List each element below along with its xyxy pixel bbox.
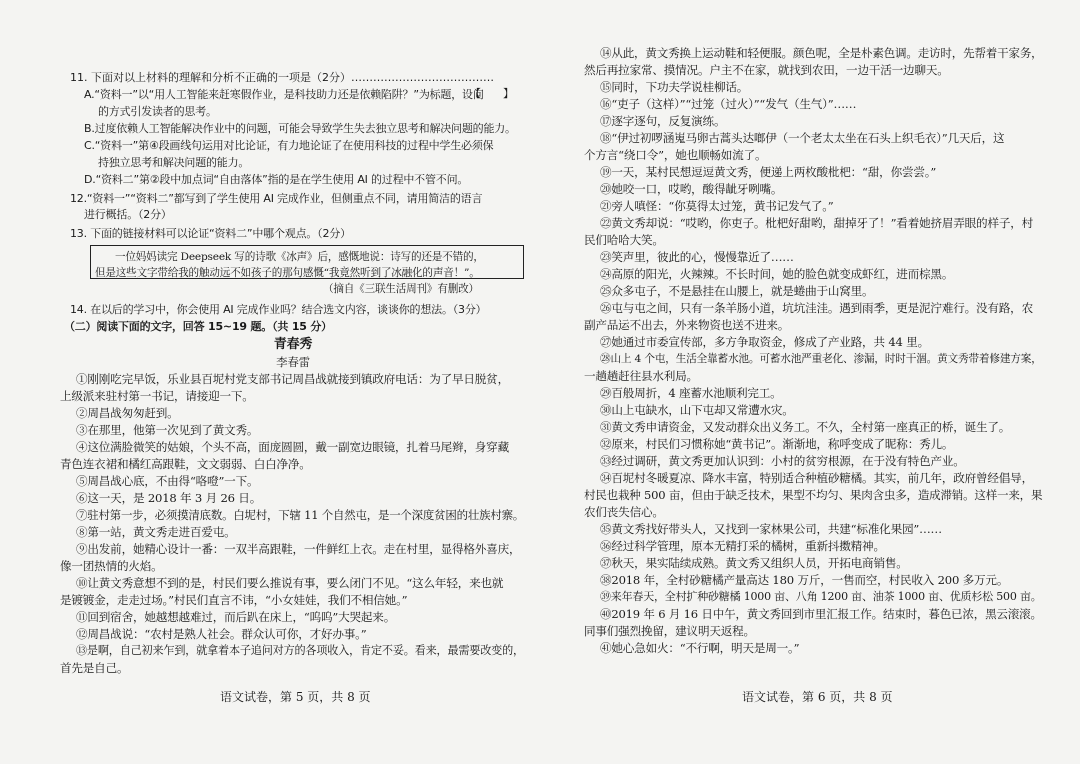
para-1: ①刚刚吃完早饭，乐业县百坭村党支部书记周昌战就接到镇政府电话：为了早日脱贫， (76, 372, 509, 386)
para-14: ⑭从此，黄文秀换上运动鞋和轻便服。颜色呢，全是朴素色调。走访时，先帮着干家务， (600, 46, 1043, 60)
para-4: ④这位满脸微笑的姑娘，个头不高，面庞圆圆，戴一副宽边眼镜，扎着马尾辫，身穿藏 (76, 440, 509, 454)
para-41: ㊶她心急如火：“不行啊，明天是周一。” (600, 641, 800, 655)
para-36: ㊱经过科学管理，原本无精打采的橘树，重新抖擞精神。 (600, 539, 885, 553)
para-23: ㉓笑声里，彼此的心，慢慢靠近了…… (600, 250, 794, 264)
para-19: ⑲一天，某村民想逗逗黄文秀，便递上两枚酸枇杷：“甜，你尝尝。” (600, 165, 937, 179)
option-c-cont: 持独立思考和解决问题的能力。 (98, 156, 250, 169)
para-9-cont: 像一团热情的火焰。 (60, 559, 163, 573)
question-11-stem: 11. 下面对以上材料的理解和分析不正确的一项是（2分）………………………………… 【 】 (70, 71, 514, 100)
para-34: ㉞百坭村冬暖夏凉、降水丰富，特别适合种植砂糖橘。其实，前几年，政府曾经倡导， (600, 471, 1033, 485)
para-9: ⑨出发前，她精心设计一番：一双半高跟鞋，一件鲜红上衣。走在村里，显得格外喜庆， (76, 542, 521, 556)
para-40: ㊵2019 年 6 月 16 日中午，黄文秀回到市里汇报工作。结束时，暮色已浓，黑云滚滚。 (600, 607, 1042, 621)
link-material-box (90, 245, 524, 295)
right-page (584, 0, 1044, 764)
para-1-cont: 上级派来驻村第一书记，请接迎一下。 (60, 389, 254, 403)
para-6: ⑥这一天，是 2018 年 3 月 26 日。 (76, 491, 262, 505)
para-37: ㊲秋天，果实陆续成熟。黄文秀又组织人员，开拓电商销售。 (600, 556, 908, 570)
material-line-2: 但是这些文字带给我的触动远不如孩子的那句感慨“我竟然听到了冰融化的声音！”。 (95, 267, 480, 279)
para-22: ㉒黄文秀却说：“哎哟，你吏子。枇杷好甜哟，甜掉牙了！”看着她挤眉弄眼的样子，村 (600, 216, 1034, 230)
article-author: 李春雷 (276, 355, 310, 369)
page-footer-right: 语文试卷，第 6 页，共 8 页 (742, 690, 893, 704)
para-18: ⑱“伊过初啰涵嵬马卵古蒿头达啷伊（一个老太太坐在石头上织毛衣）”几天后，这 (600, 131, 1005, 145)
para-26: ㉖屯与屯之间，只有一条羊肠小道，坑坑洼洼。遇到雨季，更是泥泞难行。没有路，农 (600, 301, 1033, 315)
section-heading: （二）阅读下面的文字，回答 15~19 题。（共 15 分） (64, 320, 332, 333)
option-a: A.“资料一”以“用人工智能来赶寒假作业，是科技助力还是依赖陷阱？”为标题，设问 (84, 88, 484, 101)
answer-bracket: 【 】 (470, 87, 514, 100)
para-21: ㉑旁人嗔怪：“你莫得太过笼，黄书记发气了。” (600, 199, 834, 213)
para-32: ㉜原来，村民们习惯称她“黄书记”。渐渐地，称呼变成了昵称：秀儿。 (600, 437, 954, 451)
para-11: ⑪回到宿舍，她越想越难过，而后趴在床上，“呜呜”大哭起来。 (76, 610, 396, 624)
para-7: ⑦驻村第一步，必须摸清底数。白坭村，下辖 11 个自然屯，是一个深度贫困的壮族村寨。 (76, 508, 525, 522)
para-22-cont: 民们哈哈大笑。 (584, 233, 664, 247)
para-28: ㉘山上 4 个屯，生活全靠蓄水池。可蓄水池严重老化、渗漏，时时干涸。黄文秀带着修建方案， (600, 352, 1042, 365)
left-page (60, 0, 526, 764)
material-source: （摘自《三联生活周刊》有删改） (323, 283, 479, 295)
article-title: 青春秀 (273, 337, 313, 352)
para-15: ⑮同时，下功夫学说桂柳话。 (600, 80, 749, 94)
question-14: 14. 在以后的学习中，你会使用 AI 完成作业吗？结合选文内容，谈谈你的想法。（3分） (70, 303, 487, 316)
para-26-cont: 副产品运不出去，外来物资也送不进来。 (584, 318, 790, 332)
para-31: ㉛黄文秀申请资金，又发动群众出义务工。不久，全村第一座真正的桥，诞生了。 (600, 420, 1011, 434)
para-25: ㉕众多屯子，不是悬挂在山腰上，就是蜷曲于山窝里。 (600, 284, 874, 298)
para-13: ⑬是啊，自己初来乍到，就拿着本子追问对方的各项收入，肯定不妥。看来，最需要改变的， (76, 644, 524, 657)
question-12: 12.“资料一”“资料二”都写到了学生使用 AI 完成作业，但侧重点不同，请用简洁的语言 (70, 192, 483, 205)
para-13-cont: 首先是自己。 (60, 661, 129, 675)
para-30: ㉚山上屯缺水，山下屯却又常遭水灾。 (600, 403, 794, 417)
para-18-cont: 个方言“绕口令”，她也顺畅如流了。 (584, 148, 767, 162)
para-33: ㉝经过调研，黄文秀更加认识到：小村的贫穷根源，在于没有特色产业。 (600, 454, 965, 468)
para-5: ⑤周昌战心底，不由得“咯噔”一下。 (76, 474, 259, 488)
para-2: ②周昌战匆匆赶到。 (76, 406, 179, 420)
para-3: ③在那里，他第一次见到了黄文秀。 (76, 423, 259, 437)
para-29: ㉙百般周折，4 座蓄水池顺利完工。 (600, 386, 782, 400)
para-35: ㉟黄文秀找好带头人，又找到一家林果公司，共建“标准化果园”…… (600, 522, 942, 536)
para-17: ⑰逐字逐句，反复演练。 (600, 114, 726, 128)
material-line-1: 一位妈妈读完 Deepseek 写的诗歌《冰声》后，感慨地说：诗写的还是不错的， (115, 251, 484, 263)
para-10: ⑩让黄文秀意想不到的是，村民们要么推说有事，要么闭门不见。“这么年轻，来也就 (76, 576, 504, 590)
para-4-cont: 青色连衣裙和橘红高跟鞋，文文弱弱、白白净净。 (60, 457, 311, 471)
para-27: ㉗她通过市委宣传部，多方争取资金，修成了产业路，共 44 里。 (600, 335, 929, 349)
para-24: ㉔高原的阳光，火辣辣。不长时间，她的脸色就变成虾红，进而棕黑。 (600, 267, 954, 281)
para-34-end: 农们丧失信心。 (584, 505, 664, 519)
para-20: ⑳她咬一口，哎哟，酸得龇牙咧嘴。 (600, 182, 783, 196)
para-16: ⑯“吏子（这样）”“过笼（过火）”“发气（生气）”…… (600, 97, 857, 111)
option-c: C.“资料一”第④段画线句运用对比论证，有力地论证了在使用科技的过程中学生必须保 (84, 139, 494, 152)
para-28-cont: 一趟趟赶往县水利局。 (584, 369, 698, 383)
para-39: ㊴来年春天，全村扩种砂糖橘 1000 亩、八角 1200 亩、油茶 1000 亩、优质杉松 500 亩。 (600, 590, 1042, 603)
para-12: ⑫周昌战说：“农村是熟人社会。群众认可你，才好办事。” (76, 627, 367, 641)
option-a-cont: 的方式引发读者的思考。 (98, 105, 217, 118)
para-34-cont: 村民也栽种 500 亩，但由于缺乏技术，果型不均匀、果肉含虫多，造成滞销。这样一来，果 (584, 488, 1043, 502)
para-38: ㊳2018 年，全村砂糖橘产量高达 180 万斤，一售而空，村民收入 200 多万元。 (600, 573, 1009, 587)
question-13: 13. 下面的链接材料可以论证“资料二”中哪个观点。（2分） (70, 227, 351, 240)
question-12-cont: 进行概括。（2分） (84, 208, 172, 221)
para-8: ⑧第一站，黄文秀走进百爱屯。 (76, 525, 236, 539)
option-d: D.“资料二”第②段中加点词“自由落体”指的是在学生使用 AI 的过程中不管不问。 (84, 173, 469, 186)
para-14-cont: 然后再拉家常、摸情况。户主不在家，就找到农田，一边干活一边聊天。 (584, 63, 949, 77)
para-40-cont: 同事们强烈挽留，建议明天返程。 (584, 624, 755, 638)
page-footer-left: 语文试卷，第 5 页，共 8 页 (220, 690, 371, 704)
option-b: B.过度依赖人工智能解决作业中的问题，可能会导致学生失去独立思考和解决问题的能力。 (84, 122, 516, 135)
para-10-cont: 是镀镀金，走走过场。”村民们直言不讳，“小女娃娃，我们不相信她。” (60, 593, 408, 607)
